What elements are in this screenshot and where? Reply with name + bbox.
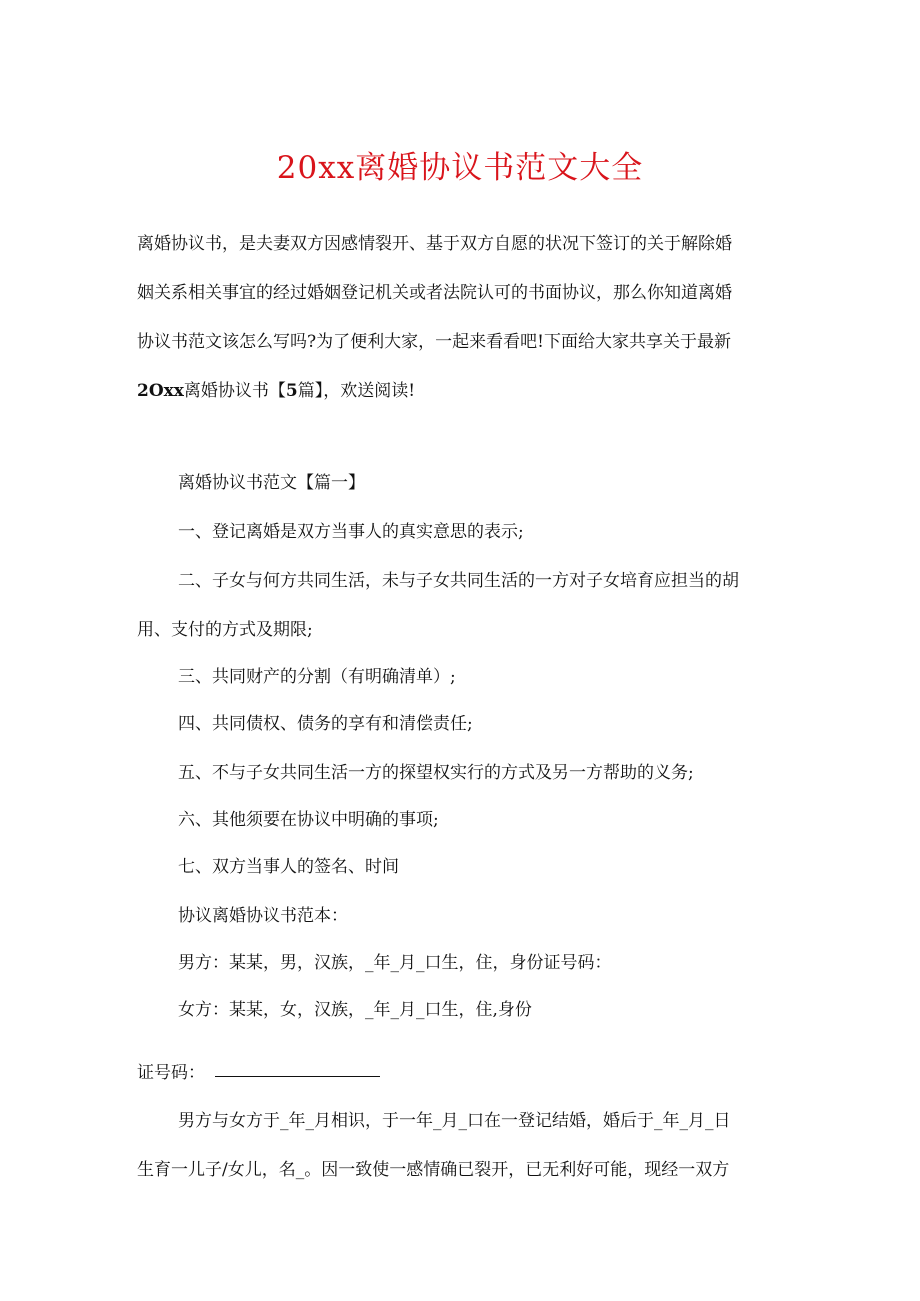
fill-in-blank <box>215 1075 380 1077</box>
list-item: 七、双方当事人的签名、时间 <box>178 857 399 877</box>
intro-count: 5 <box>285 381 298 401</box>
intro-line-last <box>137 378 415 404</box>
list-item: 用、支付的方式及期限; <box>137 620 313 640</box>
list-item: 四、共同债权、债务的享有和清偿责任; <box>178 714 473 734</box>
document-title: 20xx离婚协议书范文大全 <box>276 150 644 186</box>
list-item: 二、子女与何方共同生活，未与子女共同生活的一方对子女培育应担当的胡 <box>178 571 739 591</box>
intro-line: 协议书范文该怎么写吗?为了便利大家，一起来看看吧!下面给大家共享关于最新 <box>137 332 731 352</box>
body-line: 生育一儿子/女儿，名_。因一致使一感情确已裂开，已无利好可能，现经一双方 <box>137 1160 730 1180</box>
list-item: 五、不与子女共同生活一方的探望权实行的方式及另一方帮助的义务; <box>178 763 694 783</box>
intro-year: 2Oxx <box>137 381 184 401</box>
list-item: 女方：某某，女，汉族，_年_月_口生，住,身份 <box>178 1000 532 1020</box>
list-item: 协议离婚协议书范本： <box>178 906 348 926</box>
section-heading: 离婚协议书范文【篇一】 <box>178 473 365 493</box>
body-line: 男方与女方于_年_月相识，于一年_月_口在一登记结婚，婚后于_年_月_日 <box>178 1111 731 1131</box>
id-label: 证号码： <box>137 1063 205 1083</box>
intro-line: 姻关系相关事宜的经过婚姻登记机关或者法院认可的书面协议，那么你知道离婚 <box>137 283 732 303</box>
list-item: 男方：某某，男，汉族，_年_月_口生，住，身份证号码： <box>178 953 612 973</box>
intro-line: 离婚协议书，是夫妻双方因感情裂开、基于双方自愿的状况下签订的关于解除婚 <box>137 234 732 254</box>
intro-tail: 篇】，欢送阅读! <box>297 381 416 401</box>
list-item: 六、其他须要在协议中明确的事项; <box>178 810 439 830</box>
list-item: 一、登记离婚是双方当事人的真实意思的表示; <box>178 522 524 542</box>
list-item: 三、共同财产的分割（有明确清单）; <box>178 667 456 687</box>
intro-mid: 离婚协议书【 <box>183 381 286 401</box>
